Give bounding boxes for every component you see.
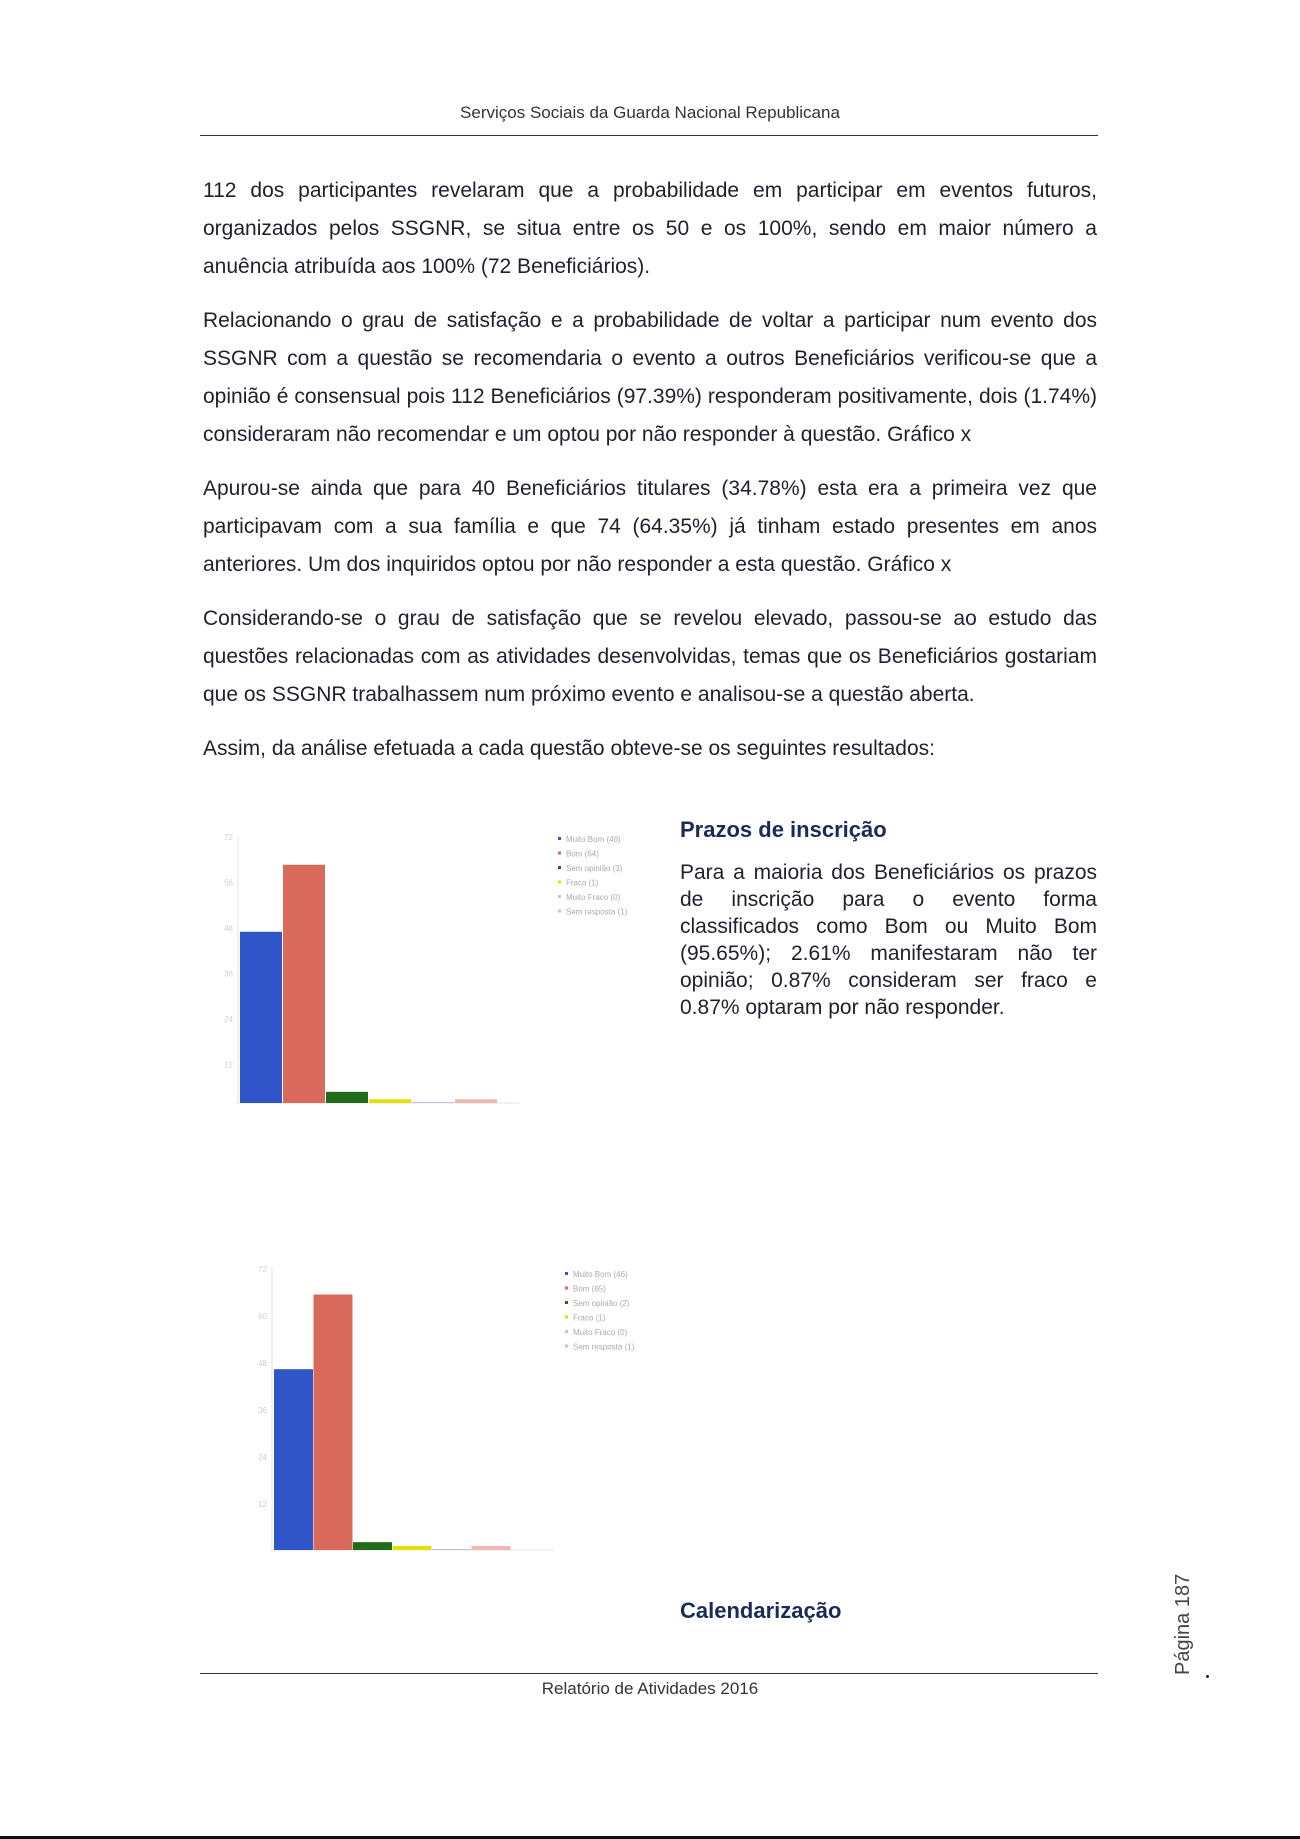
- legend-label: Bom (64): [566, 849, 599, 859]
- section-title: Prazos de inscrição: [680, 817, 887, 842]
- bar: [274, 1369, 313, 1550]
- legend-label: Sem opinião (2): [573, 1299, 630, 1308]
- section-prazos: [680, 816, 1097, 1021]
- bar: [472, 1546, 511, 1550]
- legend-label: Fraco (1): [573, 1313, 606, 1323]
- bar: [455, 1099, 497, 1103]
- legend-label: Muito Bom (46): [573, 1270, 628, 1279]
- y-tick-label: 48: [224, 924, 233, 933]
- bar: [353, 1542, 392, 1550]
- scan-speck: [1206, 1675, 1209, 1678]
- legend-label: Muito Bom (46): [566, 835, 621, 844]
- page-header: Serviços Sociais da Guarda Nacional Republicana: [460, 103, 840, 122]
- legend-swatch: [558, 910, 561, 913]
- legend-swatch: [565, 1316, 568, 1319]
- page-number-label: Página 187: [1172, 1573, 1194, 1675]
- bar: [326, 1092, 368, 1103]
- y-tick-label: 60: [258, 1312, 267, 1321]
- y-tick-label: 56: [224, 878, 233, 888]
- legend-swatch: [558, 837, 561, 840]
- paragraph: Considerando-se o grau de satisfação que se revelou elevado, passou-se ao estudo das questões relacionadas com as atividades desenvolvidas, temas que os Beneficiários gostariam que os SSGNR trabalhassem num próximo evento e analisou-se a questão aberta.: [203, 607, 1097, 706]
- paragraph: Assim, da análise efetuada a cada questão obteve-se os seguintes resultados:: [203, 737, 935, 760]
- legend-swatch: [558, 881, 561, 884]
- legend-label: Sem opinião (3): [566, 864, 623, 873]
- bar: [432, 1549, 471, 1550]
- legend-label: Sem resposta (1): [566, 907, 628, 917]
- paragraph: 112 dos participantes revelaram que a probabilidade em participar em eventos futuros, organizados pelos SSGNR, se situa entre os 50 e os 100%, sendo em maior número a anuência atribuída aos 100% (72 Beneficiários).: [203, 179, 1097, 278]
- legend-label: Muito Fraco (0): [573, 1328, 628, 1337]
- legend-swatch: [565, 1301, 568, 1304]
- paragraph: Relacionando o grau de satisfação e a probabilidade de voltar a participar num evento dos SSGNR com a questão se recomendaria o evento a outros Beneficiários verificou-se que a opinião é consensual pois 112 Beneficiários (97.39%) responderam positivamente, dois (1.74%) consideraram não recomendar e um optou por não responder à questão. Gráfico x: [203, 309, 1097, 446]
- legend-label: Bom (65): [573, 1284, 606, 1294]
- legend-swatch: [558, 866, 561, 869]
- paragraph: Apurou-se ainda que para 40 Beneficiários titulares (34.78%) esta era a primeira vez que participavam com a sua família e que 74 (64.35%) já tinham estado presentes em anos anteriores. Um dos inquiridos optou por não responder a esta questão. Gráfico x: [203, 477, 1097, 576]
- bar: [283, 865, 325, 1103]
- bar: [393, 1546, 432, 1550]
- y-tick-label: 24: [224, 1015, 233, 1024]
- y-tick-label: 72: [258, 1265, 267, 1274]
- bar: [369, 1099, 411, 1103]
- legend-label: Sem resposta (1): [573, 1342, 635, 1352]
- legend-swatch: [565, 1287, 568, 1290]
- legend-swatch: [565, 1345, 568, 1348]
- header-rule: [200, 135, 1098, 136]
- y-tick-label: 48: [258, 1359, 267, 1368]
- page-number: [1172, 1555, 1196, 1675]
- y-tick-label: 12: [224, 1060, 233, 1070]
- section-text: Para a maioria dos Beneficiários os prazos de inscrição para o evento forma classificados como Bom ou Muito Bom (95.65%); 2.61% manifestaram não ter opinião; 0.87% consideram ser fraco e 0.87% optaram por não responder.: [680, 861, 1097, 1019]
- section-title-calendarizacao: Calendarização: [680, 1598, 842, 1623]
- y-tick-label: 24: [258, 1453, 267, 1462]
- y-tick-label: 36: [224, 969, 233, 979]
- legend-swatch: [558, 895, 561, 898]
- y-tick-label: 12: [258, 1500, 267, 1509]
- bar: [314, 1295, 353, 1550]
- legend-swatch: [558, 852, 561, 855]
- page-footer: Relatório de Atividades 2016: [541, 1679, 759, 1698]
- y-tick-label: 36: [258, 1406, 267, 1415]
- y-tick-label: 72: [224, 833, 233, 842]
- footer-rule: [200, 1673, 1098, 1674]
- legend-label: Muito Fraco (0): [566, 893, 621, 902]
- legend-swatch: [565, 1330, 568, 1333]
- bar: [240, 932, 282, 1103]
- legend-swatch: [565, 1272, 568, 1275]
- bar: [412, 1102, 454, 1103]
- legend-label: Fraco (1): [566, 878, 599, 888]
- body-text: [203, 172, 1097, 784]
